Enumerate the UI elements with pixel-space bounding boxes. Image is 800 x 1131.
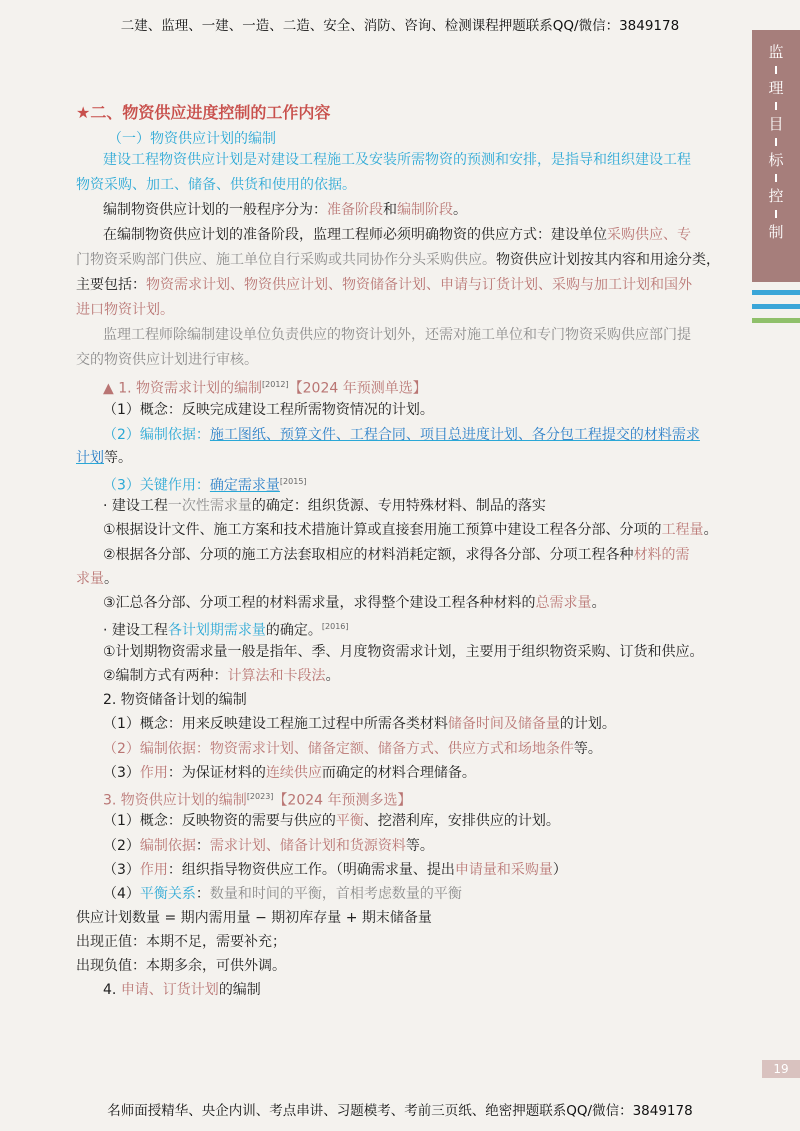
review-line: 交的物资供应计划进行审核。 [76,352,258,368]
side-tab-char: 标 [768,151,784,169]
o2-line-cont: 求量。 [76,571,118,587]
o2-line: ②根据各分部、分项的施工方法套取相应的材料消耗定额，求得各分部、分项工程各种材料的需 [103,547,690,563]
prep-line: 主要包括：物资需求计划、物资供应计划、物资储备计划、申请与订货计划、采购与加工计划和国外 [76,277,692,293]
definition-line: 物资采购、加工、储备、供货和使用的依据。 [76,177,356,193]
per-line: · 建设工程各计划期需求量的确定。[2016] [103,622,349,639]
s2-heading: 2. 物资储备计划的编制 [103,692,247,708]
o1-line: ①根据设计文件、施工方案和技术措施计算或直接套用施工预算中建设工程各分部、分项的工程量。 [103,522,718,538]
s3-concept: （1）概念：反映物资的需要与供应的平衡、挖潜利库，安排供应的计划。 [103,813,560,829]
prep-line: 在编制物资供应计划的准备阶段，监理工程师必须明确物资的供应方式：建设单位采购供应、专 [103,227,691,243]
sub-title: （一）物资供应计划的编制 [108,131,276,147]
s4-heading: 4. 申请、订货计划的编制 [103,982,261,998]
s1-basis-cont: 计划等。 [76,450,132,466]
side-tab-char: 制 [768,223,784,241]
negative-line: 出现负值：本期多余，可供外调。 [76,958,286,974]
s2-basis: （2）编制依据：物资需求计划、储备定额、储备方式、供应方式和场地条件等。 [103,741,602,757]
page-footer: 名师面授精华、央企内训、考点串讲、习题模考、考前三页纸、绝密押题联系QQ/微信：3849178 [107,1103,693,1119]
s3-basis: （2）编制依据：需求计划、储备计划和货源资料等。 [103,838,434,854]
color-stripe [752,318,800,323]
s1-basis: （2）编制依据：施工图纸、预算文件、工程合同、项目总进度计划、各分包工程提交的材料需求 [103,427,700,443]
s3-balance: （4）平衡关系：数量和时间的平衡，首相考虑数量的平衡 [103,886,462,902]
page-number: 19 [762,1060,800,1078]
s3-heading: 3. 物资供应计划的编制[2023]【2024 年预测多选】 [103,792,412,809]
p1-line: ①计划期物资需求量一般是指年、季、月度物资需求计划，主要用于组织物资采购、订货和供应。 [103,644,704,660]
s1-concept: （1）概念：反映完成建设工程所需物资情况的计划。 [103,402,434,418]
o3-line: ③汇总各分部、分项工程的材料需求量，求得整个建设工程各种材料的总需求量。 [103,595,606,611]
s2-concept: （1）概念：用来反映建设工程施工过程中所需各类材料储备时间及储备量的计划。 [103,716,616,732]
color-stripe [752,290,800,295]
color-stripe [752,304,800,309]
formula-line: 供应计划数量 = 期内需用量 − 期初库存量 + 期末储备量 [76,910,432,926]
side-tab-char: 理 [768,79,784,97]
side-tab-char: 目 [768,115,784,133]
procedure-line: 编制物资供应计划的一般程序分为：准备阶段和编制阶段。 [103,202,467,218]
prep-line: 门物资采购部门供应、施工单位自行采购或共同协作分头采购供应。物资供应计划按其内容和用途分类， [76,252,720,268]
s2-role: （3）作用：为保证材料的连续供应而确定的材料合理储备。 [103,765,476,781]
side-tab-char: 监 [768,43,784,61]
prep-line: 进口物资计划。 [76,302,174,318]
page-header: 二建、监理、一建、一造、二造、安全、消防、咨询、检测课程押题联系QQ/微信：3849178 [120,18,680,34]
side-tab-char: 控 [768,187,784,205]
review-line: 监理工程师除编制建设单位负责供应的物资计划外，还需对施工单位和专门物资采购供应部门提 [103,327,691,343]
s1-heading: ▲ 1. 物资需求计划的编制[2012]【2024 年预测单选】 [103,380,427,397]
chapter-side-tab [752,30,800,282]
s3-role: （3）作用：组织指导物资供应工作。（明确需求量、提出申请量和采购量） [103,862,567,878]
definition-line: 建设工程物资供应计划是对建设工程施工及安装所需物资的预测和安排，是指导和组织建设工程 [103,152,691,168]
s1-key: （3）关键作用：确定需求量[2015] [103,477,307,494]
section-title: ★二、物资供应进度控制的工作内容 [76,103,331,122]
p2-line: ②编制方式有两种：计算法和卡段法。 [103,668,340,684]
positive-line: 出现正值：本期不足，需要补充； [76,934,286,950]
once-line: · 建设工程一次性需求量的确定：组织货源、专用特殊材料、制品的落实 [103,498,546,514]
